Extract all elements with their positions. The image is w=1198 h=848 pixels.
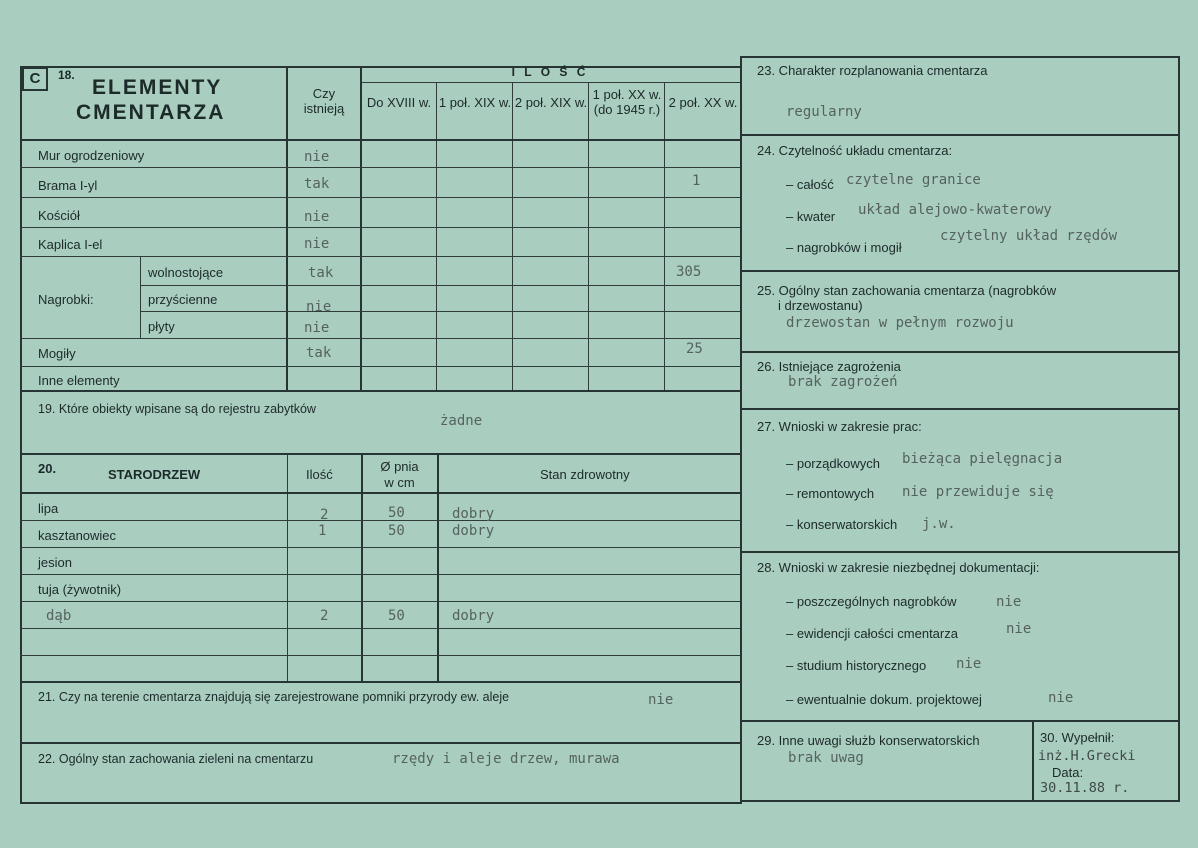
s28-a-value: nie — [996, 594, 1022, 610]
s24-kwater-value: układ alejowo-kwaterowy — [858, 202, 1052, 218]
tree-kasztanowiec: kasztanowiec — [38, 528, 117, 543]
exists-kaplica: nie — [304, 236, 330, 252]
s20-col-qty: Ilość — [306, 467, 333, 482]
s27-porz-value: bieżąca pielęgnacja — [902, 451, 1063, 467]
s27-kons-value: j.w. — [922, 516, 956, 532]
s26-label: 26. Istniejące zagrożenia — [757, 359, 901, 374]
s30-name: inż.H.Grecki — [1038, 748, 1136, 764]
s28-a: – poszczególnych nagrobków — [786, 594, 957, 609]
exists-mur: nie — [304, 149, 330, 165]
s24-kwater: – kwater — [786, 209, 836, 224]
tree-lipa: lipa — [38, 501, 59, 516]
exists-mogily: tak — [306, 345, 332, 361]
col-xviii: Do XVIII w. — [366, 95, 432, 110]
tree-kasztanowiec-diam: 50 — [388, 523, 405, 539]
s21-label: 21. Czy na terenie cmentarza znajdują się zarejestrowane pomniki przyrody ew. aleje — [38, 690, 510, 704]
tree-dab-health: dobry — [452, 608, 495, 624]
s27-kons: – konserwatorskich — [786, 517, 898, 532]
s20-title: STARODRZEW — [108, 467, 201, 482]
s28-c-value: nie — [956, 656, 982, 672]
tree-lipa-qty: 2 — [320, 507, 329, 523]
tree-kasztanowiec-qty: 1 — [318, 523, 327, 539]
row-label-inne: Inne elementy — [38, 373, 120, 388]
s29-label: 29. Inne uwagi służb konserwatorskich — [757, 733, 980, 748]
tree-kasztanowiec-health: dobry — [452, 523, 495, 539]
s28-b: – ewidencji całości cmentarza — [786, 626, 958, 641]
s25-label-2: i drzewostanu) — [778, 298, 863, 313]
s22-label: 22. Ogólny stan zachowania zieleni na cmentarzu — [38, 752, 314, 766]
col-2pol-xx: 2 poł. XX w. — [668, 95, 738, 110]
s22-value: rzędy i aleje drzew, murawa — [392, 751, 620, 767]
s28-c: – studium historycznego — [786, 658, 927, 673]
tree-lipa-diam: 50 — [388, 505, 405, 521]
s27-porz: – porządkowych — [786, 456, 880, 471]
col-qty-header: I L O Ś Ć — [511, 65, 589, 79]
s30-label: 30. Wypełnił: — [1040, 730, 1115, 745]
row-label-brama: Brama I-yl — [38, 178, 98, 193]
s28-label: 28. Wnioski w zakresie niezbędnej dokumentacji: — [757, 560, 1040, 575]
tree-lipa-health: dobry — [452, 506, 495, 522]
row-label-mogily: Mogiły — [38, 346, 76, 361]
s20-col-health: Stan zdrowotny — [540, 467, 630, 482]
row-label-kaplica: Kaplica I-el — [38, 237, 103, 252]
s29-value: brak uwag — [788, 750, 864, 766]
s18-number: 18. — [58, 68, 75, 82]
exists-brama: tak — [304, 176, 330, 192]
s18-title-line2: CMENTARZA — [76, 101, 226, 124]
col-1pol-xix: 1 poł. XIX w. — [438, 95, 512, 110]
s28-d-value: nie — [1048, 690, 1074, 706]
qty-mogily: 25 — [686, 341, 703, 357]
s27-rem: – remontowych — [786, 486, 875, 501]
s28-b-value: nie — [1006, 621, 1032, 637]
s25-value: drzewostan w pełnym rozwoju — [786, 315, 1014, 331]
s20-col-diam-1: Ø pnia — [380, 459, 419, 474]
col-1pol-xx: 1 poł. XX w. (do 1945 r.) — [592, 87, 662, 117]
tree-dab-qty: 2 — [320, 608, 329, 624]
col-exists-text: Czy istnieją — [303, 86, 345, 116]
s25-label-1: 25. Ogólny stan zachowania cmentarza (nagrobków — [757, 283, 1057, 298]
s24-nagrobkow-value: czytelny układ rzędów — [940, 228, 1118, 244]
s19-label: 19. Które obiekty wpisane są do rejestru zabytków — [38, 402, 316, 416]
row-label-przyscienne: przyścienne — [148, 292, 218, 307]
row-label-plyty: płyty — [148, 319, 175, 334]
row-label-mur: Mur ogrodzeniowy — [38, 148, 145, 163]
tree-jesion: jesion — [38, 555, 72, 570]
exists-plyty: nie — [304, 320, 330, 336]
section-letter: C — [29, 70, 41, 87]
s20-number: 20. — [38, 461, 57, 476]
s24-calosc: – całość — [786, 177, 834, 192]
exists-kosciol: nie — [304, 209, 330, 225]
s26-value: brak zagrożeń — [788, 374, 898, 390]
s18-title-line1: ELEMENTY — [92, 76, 223, 99]
qty-brama: 1 — [692, 173, 701, 189]
s21-value: nie — [648, 692, 674, 708]
nagrobki-label: Nagrobki: — [38, 292, 94, 307]
s30-date-label: Data: — [1052, 765, 1084, 780]
tree-tuja: tuja (żywotnik) — [38, 582, 122, 597]
s24-calosc-value: czytelne granice — [846, 172, 981, 188]
s23-label: 23. Charakter rozplanowania cmentarza — [757, 63, 988, 78]
tree-dab-diam: 50 — [388, 608, 405, 624]
s20-col-diam-2: w cm — [384, 475, 415, 490]
s27-rem-value: nie przewiduje się — [902, 484, 1054, 500]
exists-przyscienne: nie — [306, 299, 332, 315]
s27-label: 27. Wnioski w zakresie prac: — [757, 419, 922, 434]
col-exists-header — [288, 87, 360, 117]
qty-wolnostojace: 305 — [676, 264, 702, 280]
col-2pol-xix: 2 poł. XIX w. — [514, 95, 588, 110]
s23-value: regularny — [786, 104, 862, 120]
exists-wolnostojace: tak — [308, 265, 334, 281]
s28-d: – ewentualnie dokum. projektowej — [786, 692, 982, 707]
tree-dab: dąb — [46, 608, 72, 624]
s19-value: żadne — [440, 413, 483, 429]
s24-nagrobkow: – nagrobków i mogił — [786, 240, 902, 255]
s24-label: 24. Czytelność układu cmentarza: — [757, 143, 953, 158]
s30-date: 30.11.88 r. — [1040, 780, 1130, 796]
row-label-kosciol: Kościół — [38, 208, 80, 223]
row-label-wolnostojace: wolnostojące — [148, 265, 224, 280]
